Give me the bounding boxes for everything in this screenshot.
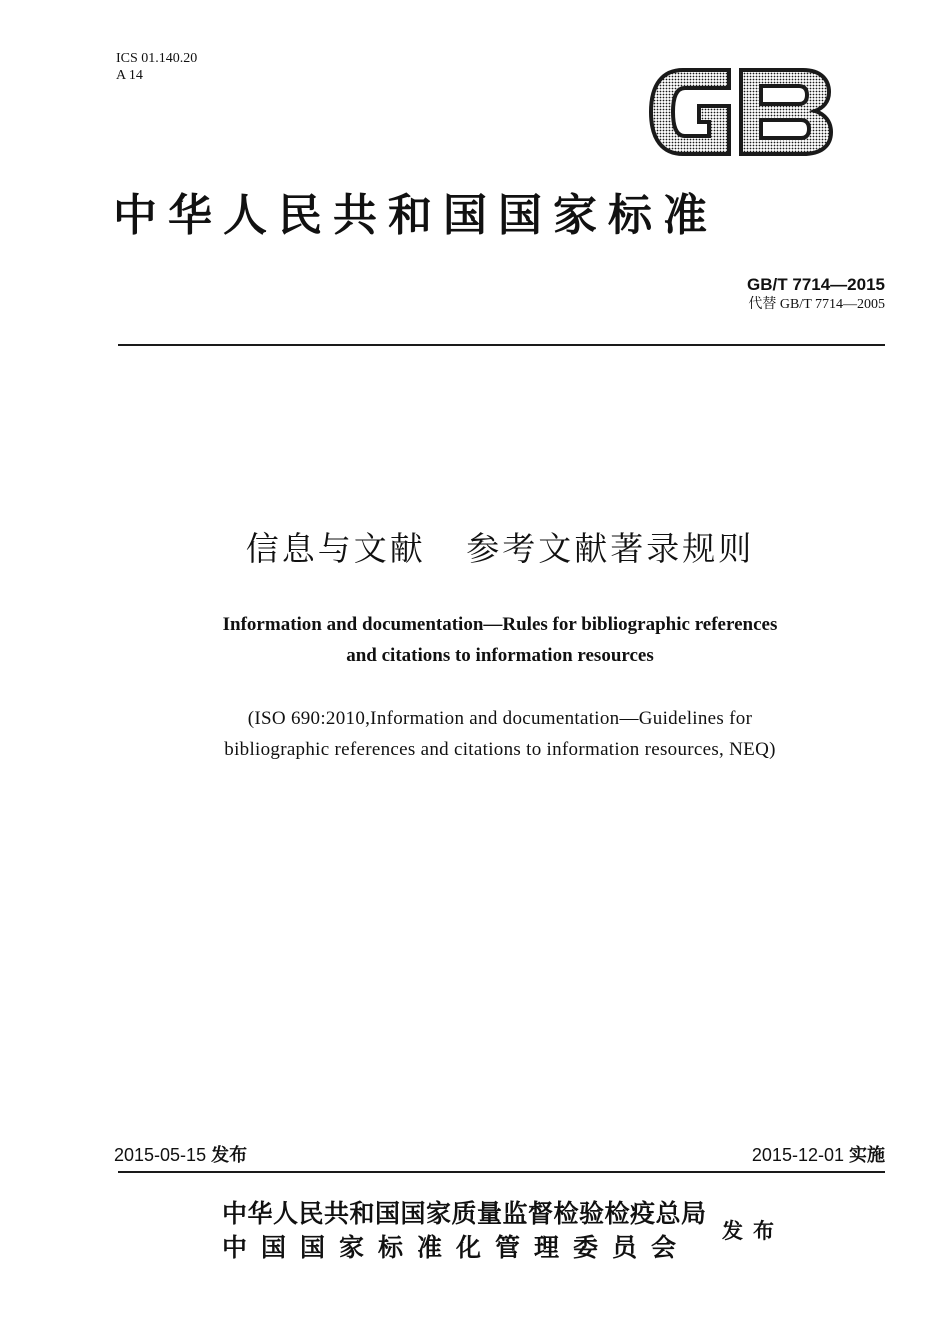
ics-code: ICS 01.140.20	[116, 51, 198, 66]
chinese-title: 信息与文献 参考文献著录规则	[245, 529, 755, 568]
iso-equivalence-note	[0, 703, 950, 765]
english-title-line-2: and citations to information resources	[346, 645, 654, 666]
publish-label: 发布	[722, 1219, 784, 1243]
gb-logo-letter-b	[741, 70, 831, 154]
top-divider	[118, 344, 885, 346]
iso-note-line-1: (ISO 690:2010,Information and documentation—Guidelines for	[247, 708, 753, 729]
bottom-divider	[118, 1171, 885, 1173]
issuer-sac: 中国国家标准化管理委员会	[222, 1233, 691, 1262]
standard-number: GB/T 7714—2015	[747, 275, 885, 294]
issuing-authorities	[222, 1197, 707, 1265]
classification-codes	[116, 50, 197, 84]
issue-date: 2015-05-15	[114, 1145, 207, 1165]
gb-logo	[647, 66, 835, 158]
issue-date-block	[114, 1143, 247, 1168]
gb-logo-letter-g	[651, 70, 729, 154]
iso-note-line-2: bibliographic references and citations to information resources, NEQ)	[224, 739, 776, 760]
implementation-date-block	[694, 1143, 885, 1168]
issue-label: 发布	[211, 1145, 248, 1166]
national-standard-title: 中华人民共和国国家标准	[113, 190, 718, 241]
replaces-standard: 代替 GB/T 7714—2005	[748, 297, 885, 312]
issuer-aqsiq: 中华人民共和国国家质量监督检验检疫总局	[222, 1199, 707, 1228]
english-title-line-1: Information and documentation—Rules for bibliographic references	[222, 614, 778, 635]
implementation-date: 2015-12-01	[751, 1145, 844, 1165]
english-title	[0, 609, 950, 671]
ccs-code: A 14	[116, 68, 143, 83]
implementation-label: 实施	[849, 1145, 885, 1166]
